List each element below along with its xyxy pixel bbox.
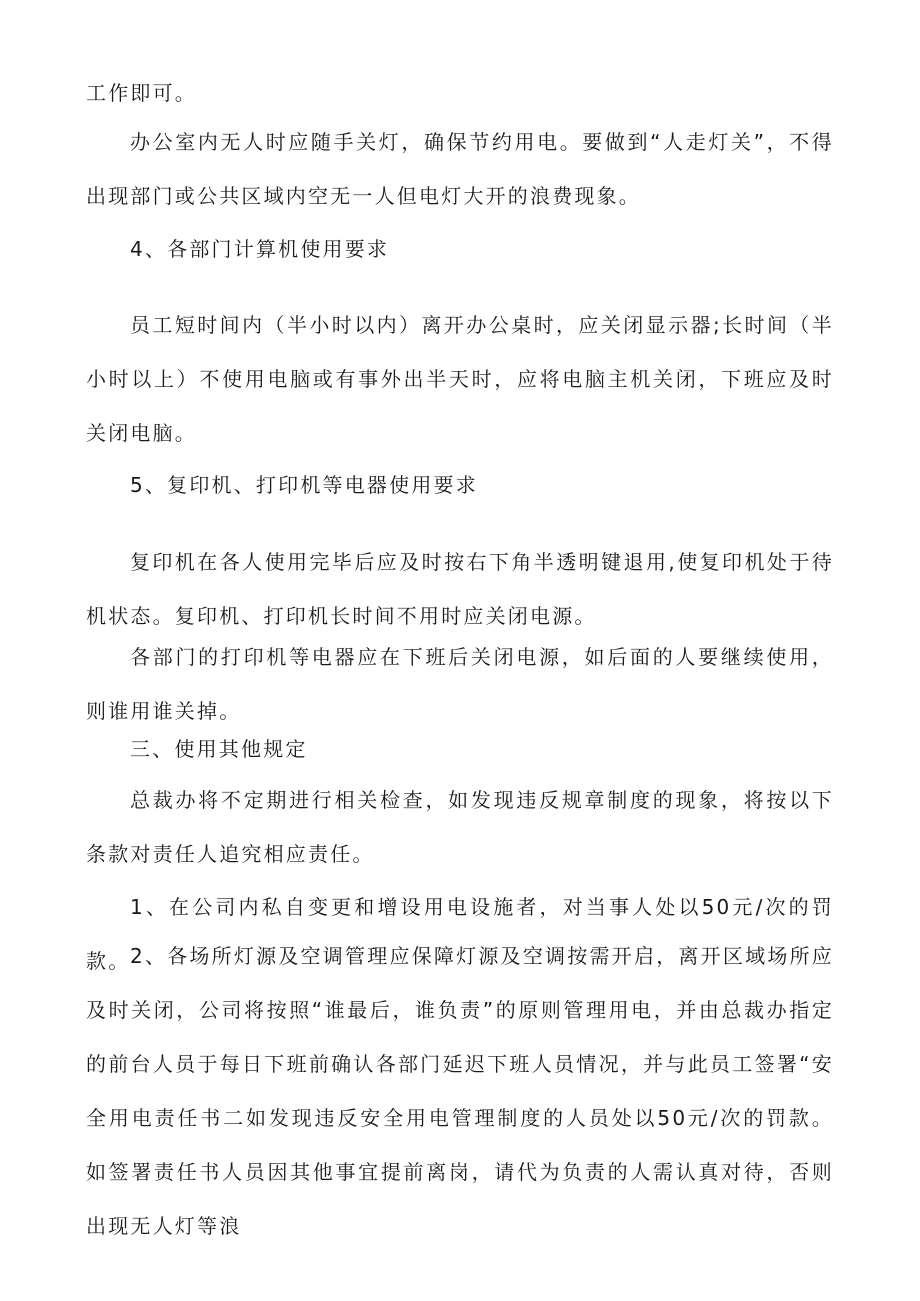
paragraph-rule-2: 2、各场所灯源及空调管理应保障灯源及空调按需开启，离开区域场所应及时关闭，公司将按照“谁最后，谁负责”的原则管理用电，并由总裁办指定的前台人员于每日下班前确认各部门延迟下班人员情况，并与此员工签署“安全用电责任书二如发现违反安全用电管理制度的人员处以50元/次的罚款。如签署责任书人员因其他事宜提前离岗，请代为负责的人需认真对待，否则出现无人灯等浪 [86, 944, 834, 1238]
paragraph-copier-rules: 复印机在各人使用完毕后应及时按右下角半透明键退用,使复印机处于待机状态。复印机、打印机长时间不用时应关闭电源。 [86, 550, 834, 628]
section-heading-other-rules: 三、使用其他规定 [130, 737, 308, 761]
paragraph-computer-rules: 员工短时间内（半小时以内）离开办公桌时，应关闭显示器;长时间（半小时以上）不使用电脑或有事外出半天时，应将电脑主机关闭，下班应及时关闭电脑。 [86, 313, 834, 445]
section-heading-copier: 5、复印机、打印机等电器使用要求 [130, 473, 478, 497]
section-heading-computer: 4、各部门计算机使用要求 [130, 237, 390, 261]
paragraph-printer-rules: 各部门的打印机等电器应在下班后关闭电源，如后面的人要继续使用，则谁用谁关掉。 [86, 645, 834, 723]
paragraph-office-lights: 办公室内无人时应随手关灯，确保节约用电。要做到“人走灯关”，不得出现部门或公共区域内空无一人但电灯大开的浪费现象。 [86, 130, 834, 208]
paragraph-inspection: 总裁办将不定期进行相关检查，如发现违反规章制度的现象，将按以下条款对责任人追究相应责任。 [86, 788, 834, 866]
paragraph-continuation: 工作即可。 [86, 81, 197, 105]
paragraph-rule-1: 1、在公司内私自变更和增设用电设施者，对当事人处以50元/次的罚款。 [86, 895, 834, 973]
